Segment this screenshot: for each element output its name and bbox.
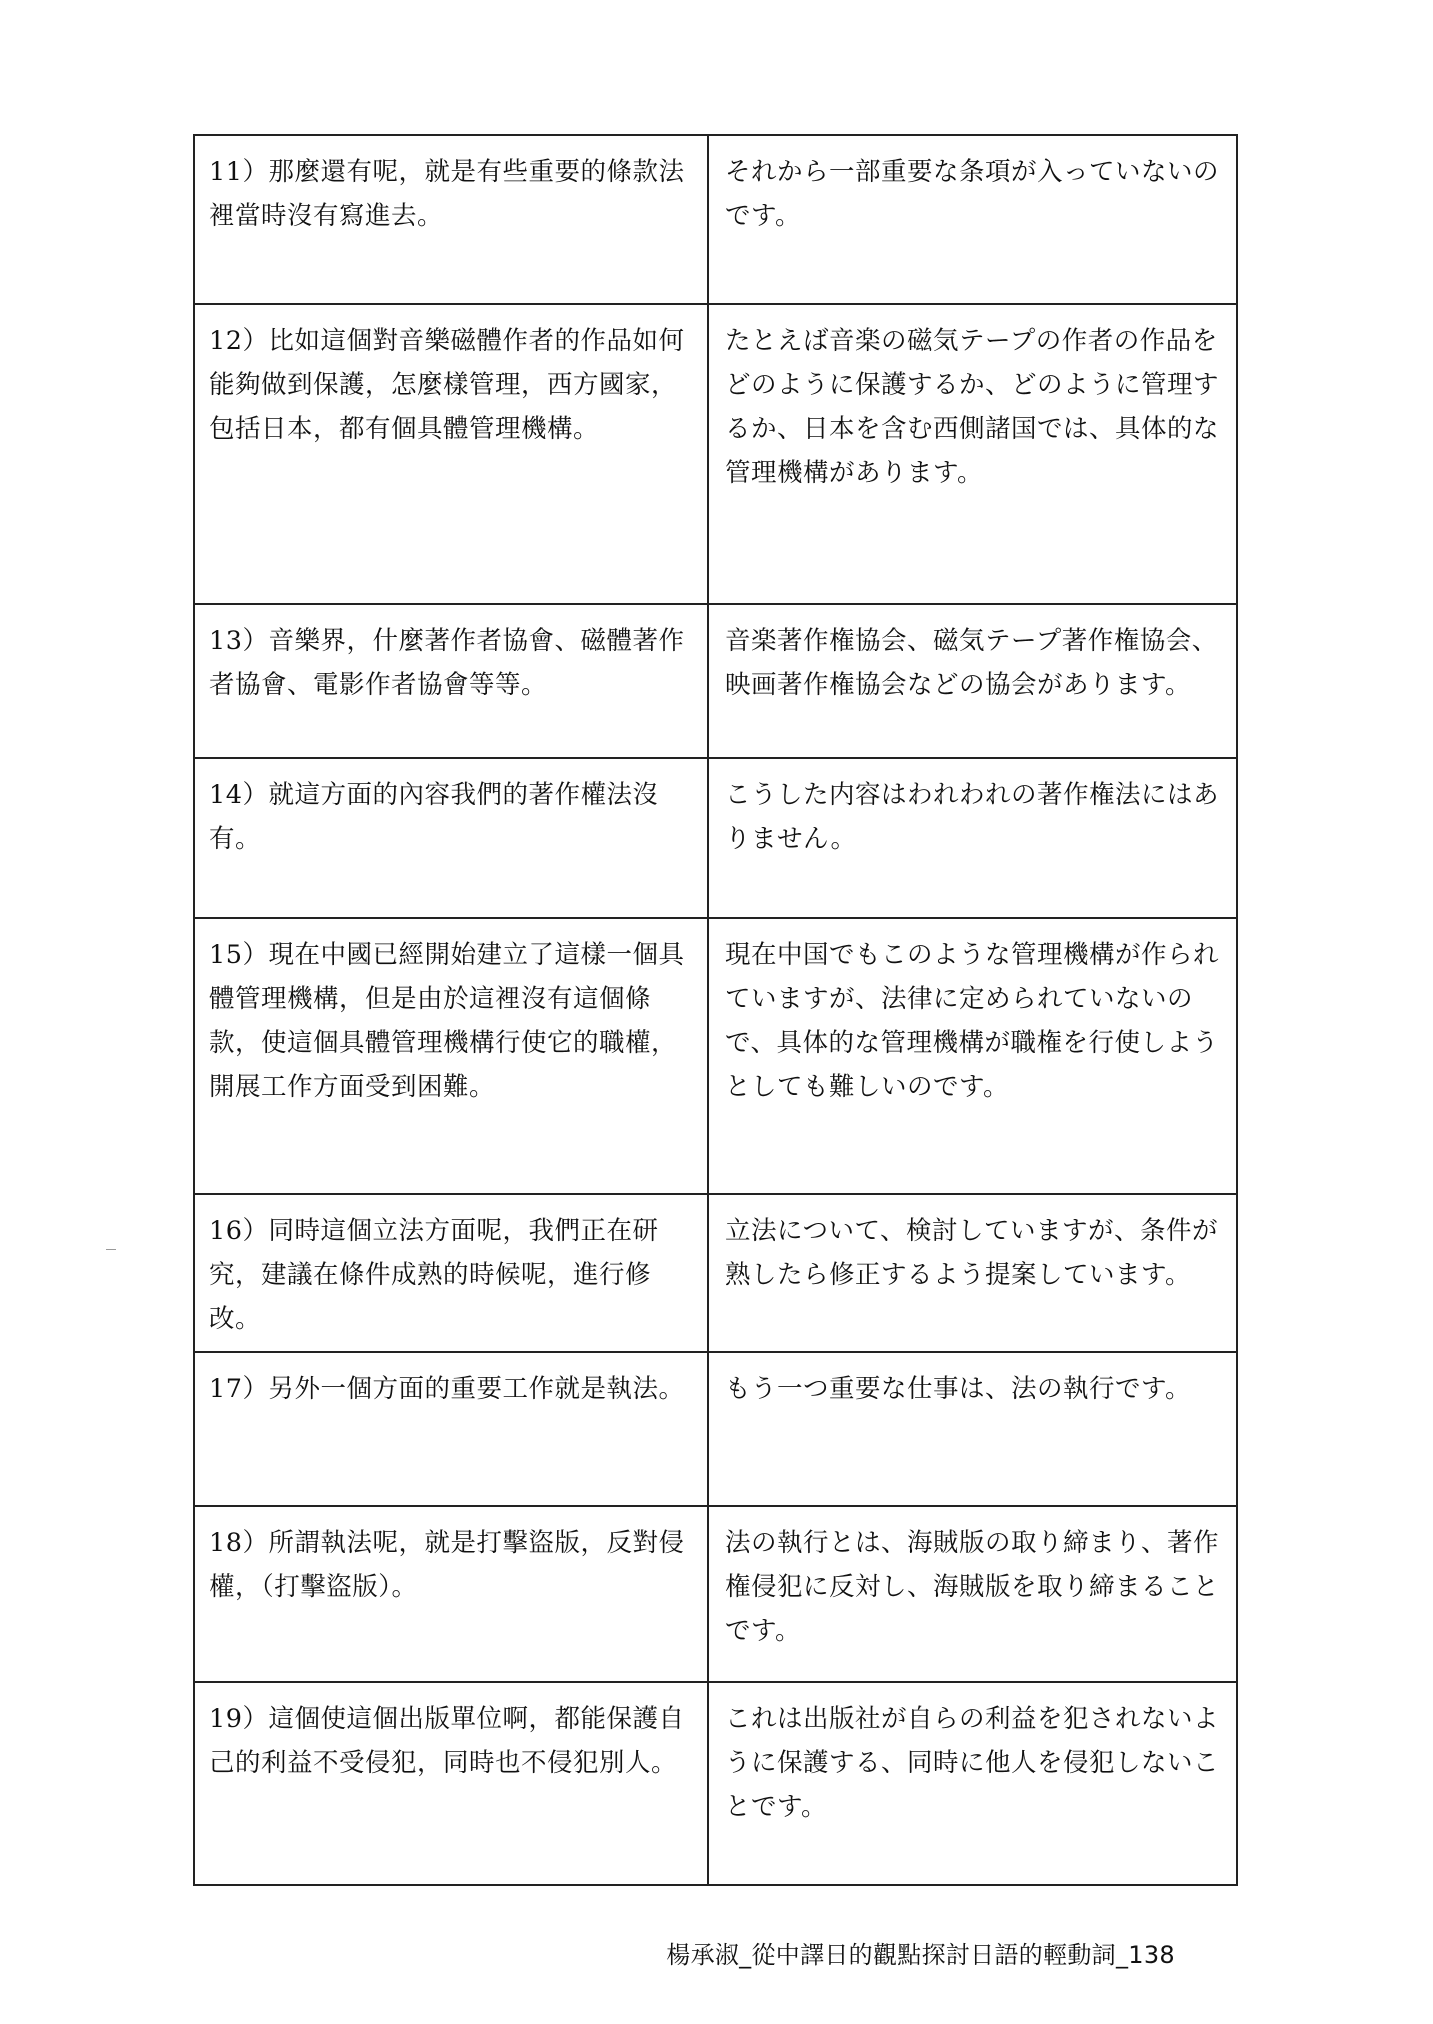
chinese-sentence: 15）現在中國已經開始建立了這樣一個具體管理機構，但是由於這裡沒有這個條款，使這個具體管理機構行使它的職權，開展工作方面受到困難。	[209, 940, 685, 1102]
japanese-translation: 立法について、検討していますが、条件が熟したら修正するよう提案しています。	[725, 1216, 1218, 1290]
table-row	[194, 304, 1237, 604]
japanese-translation: 法の執行とは、海賊版の取り締まり、著作権侵犯に反対し、海賊版を取り締まることです。	[725, 1528, 1220, 1646]
chinese-sentence: 19）這個使這個出版單位啊，都能保護自己的利益不受侵犯，同時也不侵犯別人。	[209, 1704, 685, 1778]
chinese-sentence: 12）比如這個對音樂磁體作者的作品如何能夠做到保護，怎麼樣管理，西方國家，包括日本，都有個具體管理機構。	[209, 326, 685, 444]
table-row	[194, 1682, 1237, 1885]
chinese-sentence: 18）所謂執法呢，就是打擊盜版，反對侵權，（打擊盜版）。	[209, 1528, 685, 1602]
japanese-translation: 現在中国でもこのような管理機構が作られていますが、法律に定められていないので、具体的な管理機構が職権を行使しようとしても難しいのです。	[725, 940, 1220, 1102]
parallel-translation-table	[193, 134, 1238, 1886]
table-row	[194, 918, 1237, 1194]
japanese-cell	[708, 604, 1237, 758]
japanese-cell	[708, 135, 1237, 304]
japanese-translation: こうした内容はわれわれの著作権法にはありません。	[725, 780, 1220, 854]
chinese-cell	[194, 1506, 708, 1682]
japanese-cell	[708, 1682, 1237, 1885]
chinese-cell	[194, 918, 708, 1194]
chinese-sentence: 17）另外一個方面的重要工作就是執法。	[209, 1374, 685, 1404]
japanese-cell	[708, 918, 1237, 1194]
japanese-translation: もう一つ重要な仕事は、法の執行です。	[725, 1374, 1191, 1404]
page-footer: 楊承淑_從中譯日的觀點探討日語的輕動詞_138	[666, 1941, 1175, 1969]
chinese-cell	[194, 1194, 708, 1352]
chinese-sentence: 16）同時這個立法方面呢，我們正在研究，建議在條件成熟的時候呢，進行修改。	[209, 1216, 659, 1334]
japanese-cell	[708, 758, 1237, 918]
chinese-cell	[194, 1352, 708, 1506]
table-row	[194, 135, 1237, 304]
japanese-translation: これは出版社が自らの利益を犯されないように保護する、同時に他人を侵犯しないことです。	[725, 1704, 1220, 1822]
japanese-cell	[708, 1352, 1237, 1506]
chinese-sentence: 13）音樂界，什麼著作者協會、磁體著作者協會、電影作者協會等等。	[209, 626, 685, 700]
japanese-cell	[708, 304, 1237, 604]
chinese-sentence: 14）就這方面的內容我們的著作權法沒有。	[209, 780, 659, 854]
table-row	[194, 604, 1237, 758]
chinese-cell	[194, 304, 708, 604]
margin-mark	[106, 1249, 116, 1250]
chinese-sentence: 11）那麼還有呢，就是有些重要的條款法裡當時沒有寫進去。	[209, 157, 685, 231]
table-row	[194, 758, 1237, 918]
chinese-cell	[194, 1682, 708, 1885]
table-row	[194, 1194, 1237, 1352]
japanese-cell	[708, 1194, 1237, 1352]
japanese-translation: 音楽著作権協会、磁気テープ著作権協会、映画著作権協会などの協会があります。	[725, 626, 1218, 700]
chinese-cell	[194, 604, 708, 758]
chinese-cell	[194, 758, 708, 918]
japanese-translation: それから一部重要な条項が入っていないのです。	[725, 157, 1220, 231]
japanese-translation: たとえば音楽の磁気テープの作者の作品をどのように保護するか、どのように管理するか、日本を含む西側諸国では、具体的な管理機構があります。	[725, 326, 1220, 488]
japanese-cell	[708, 1506, 1237, 1682]
chinese-cell	[194, 135, 708, 304]
table-row	[194, 1506, 1237, 1682]
table-row	[194, 1352, 1237, 1506]
